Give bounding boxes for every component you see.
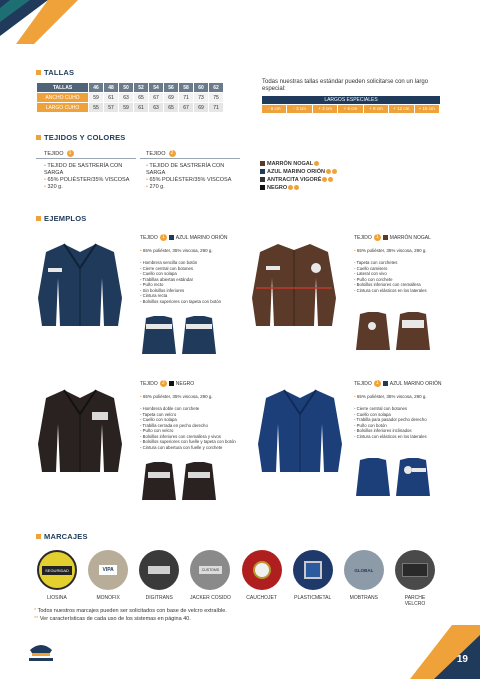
size-header-cell: 56 [164, 83, 179, 93]
feature-item: - Cintura con abertura con fuelle y corchete [140, 444, 223, 450]
fabric-1-description: • TEJIDO DE SASTRERÍA CON SARGA • 65% POLIÉSTER/35% VISCOSA • 320 g. [44, 163, 130, 190]
feature-item: - Trabillas abiertas estándar [140, 276, 194, 282]
color-swatch [260, 185, 265, 190]
size-header-cell: 52 [134, 83, 149, 93]
long-special-note: Todas nuestras tallas estándar pueden solicitarse con un largo especial: [262, 79, 429, 92]
feature-item: - Cuello camisero [354, 265, 388, 271]
feature-item: - Hombrera sencilla con botón [140, 260, 198, 265]
feature-item: - Trabilla cerrada en pecho derecho [140, 422, 208, 428]
card-2-features [354, 260, 454, 293]
top-left-corner-decoration [0, 0, 80, 60]
bottom-right-corner-decoration [400, 625, 480, 679]
long-special-value: - 6 cm [262, 105, 287, 113]
card-2-back-views [352, 310, 436, 356]
long-special-value: + 15 cm [415, 105, 440, 113]
long-special-value: + 3 cm [313, 105, 338, 113]
tejidos-section-title: TEJIDOS Y COLORES [36, 133, 125, 142]
jacket-2-image [248, 238, 340, 330]
size-header-cell: 54 [149, 83, 164, 93]
mark-parche-velcro: PARCHE VELCRO [394, 550, 436, 607]
color-item [260, 168, 337, 176]
card-4-features [354, 406, 454, 439]
size-header-cell: 48 [104, 83, 119, 93]
mark-cauchojet: CAUCHOJET [241, 550, 283, 607]
card-3-composition: • 65% poliéster, 35% viscosa, 290 g. [140, 394, 213, 399]
long-special-value: + 12 cm [389, 105, 414, 113]
feature-item: - Hombrera doble con corchete [140, 406, 200, 411]
color-swatch [260, 177, 265, 182]
feature-item: - Puño recto [140, 282, 164, 287]
long-special-values [262, 105, 440, 113]
color-swatch [260, 161, 265, 166]
color-item [260, 176, 337, 184]
ancho-row-cell: 59 [89, 93, 104, 103]
ancho-row-cell: 67 [149, 93, 164, 103]
long-special-value: + 6 cm [338, 105, 363, 113]
largo-row-cell: 55 [89, 103, 104, 113]
feature-item: - Cierre central con botones [354, 406, 408, 411]
size-header-label: TALLAS [37, 83, 89, 93]
feature-item: - Cuello con solapa [140, 417, 177, 422]
card-2-header: TEJIDO 1 MARRÓN NOGAL [354, 234, 431, 241]
color-name: MARRÓN NOGAL [267, 161, 314, 167]
size-header-cell: 50 [119, 83, 134, 93]
ancho-row-cell: 63 [119, 93, 134, 103]
tallas-section-title: TALLAS [36, 68, 74, 77]
card-1-composition: • 65% poliéster, 35% viscosa, 290 g. [140, 248, 213, 253]
feature-item: - Lateral con vivo [354, 271, 387, 276]
ancho-row-cell: 71 [179, 93, 194, 103]
ejemplos-section-title: EJEMPLOS [36, 214, 86, 223]
largo-row-cell: 61 [134, 103, 149, 113]
card-1-back-views [138, 314, 222, 360]
feature-item: - Cuello con solapa [354, 411, 391, 417]
fabric-badge [326, 169, 331, 174]
ancho-row-label: ANCHO CUHO [37, 93, 89, 103]
feature-item: - Bolsillos superiores con fuelle y tapeta con botón [140, 439, 236, 444]
mark-digitrans: DIGITRANS [138, 550, 180, 607]
size-header-cell: 58 [179, 83, 194, 93]
color-swatch [260, 169, 265, 174]
feature-item: - Cierre central con botones [140, 265, 194, 271]
feature-item: - Cintura con elásticos en los laterales [354, 287, 427, 293]
color-item [260, 160, 337, 168]
largo-row-cell: 69 [194, 103, 209, 113]
jacket-1-image [34, 238, 126, 330]
size-header-cell: 62 [209, 83, 224, 93]
footnote-2: ** Ver características de cada uso de los sistemas en página 40. [34, 616, 191, 622]
card-4-back-views [352, 456, 436, 502]
mark-plasticmetal: PLASTICMETAL [292, 550, 334, 607]
card-4-composition: • 65% poliéster, 35% viscosa, 290 g. [354, 394, 427, 399]
size-header-cell: 46 [89, 83, 104, 93]
card-1-header: TEJIDO 1 AZUL MARINO ORIÓN [140, 234, 228, 241]
card-2-composition: • 65% poliéster, 35% viscosa, 290 g. [354, 248, 427, 253]
long-special-value: + 9 cm [364, 105, 389, 113]
size-table [36, 82, 224, 113]
color-item [260, 184, 337, 192]
largo-row-cell: 59 [119, 103, 134, 113]
mark-monofix: VIPA MONOFIX [87, 550, 129, 607]
color-name: AZUL MARINO ORIÓN [267, 169, 325, 175]
largo-row-label: LARGO CUHO [37, 103, 89, 113]
largo-row-cell: 57 [104, 103, 119, 113]
fabric-2-description: • TEJIDO DE SASTRERÍA CON SARGA • 65% POLIÉSTER/35% VISCOSA • 270 g. [146, 163, 232, 190]
long-special-value: - 3 cm [287, 105, 312, 113]
feature-item: - Tapeta con velcro [140, 411, 177, 417]
card-3-back-views [138, 460, 222, 506]
jacket-4-image [254, 384, 346, 476]
ancho-row-cell: 65 [134, 93, 149, 103]
fabric-badge [322, 177, 327, 182]
card-3-features [140, 406, 250, 450]
largo-row-cell: 65 [164, 103, 179, 113]
feature-item: - Cintura con elásticos en los laterales [354, 433, 427, 439]
size-header-cell: 60 [194, 83, 209, 93]
mark-liosina: SEGURIDAD LIOSINA [36, 550, 78, 607]
color-name: NEGRO [267, 185, 288, 191]
fabric-badge [294, 185, 299, 190]
ancho-row-cell: 69 [164, 93, 179, 103]
color-name: ANTRACITA VIGORÉ [267, 177, 322, 183]
ancho-row-cell: 75 [209, 93, 224, 103]
fabric-2-header: TEJIDO 2 [146, 150, 176, 157]
fabric-badge [314, 161, 319, 166]
long-special-header: LARGOS ESPECIALES [262, 96, 440, 104]
fabric-badge [288, 185, 293, 190]
mark-jacker-cosido: CUSTOMS JACKER COSIDO [189, 550, 231, 607]
footnote-1: * Todos nuestros marcajes pueden ser solicitados con base de velcro extraíble. [34, 608, 227, 614]
mark-mobtrans: GLOBAL MOBTRANS [343, 550, 385, 607]
feature-item: - Bolsillos inferiores con cremallera y vivos [140, 433, 221, 439]
color-list [260, 160, 337, 192]
feature-item: - Trabilla para pasador pecho derecho [354, 417, 427, 422]
largo-row-cell: 63 [149, 103, 164, 113]
fabric-badge [328, 177, 333, 182]
feature-item: - Bolsillos inferiores con cremallera [354, 282, 421, 287]
feature-item: - Puño con botón [354, 422, 387, 428]
brand-logo [26, 640, 56, 662]
ancho-row-cell: 73 [194, 93, 209, 103]
jacket-3-image [34, 384, 126, 476]
feature-item: - Puño con velcro [140, 428, 174, 433]
page-number: 19 [456, 654, 468, 665]
largo-row-cell: 67 [179, 103, 194, 113]
fabric-1-header: TEJIDO 1 [44, 150, 74, 157]
ancho-row-cell: 61 [104, 93, 119, 103]
card-3-header: TEJIDO 2 NEGRO [140, 380, 195, 387]
feature-item: - Puño con corchete [354, 276, 393, 282]
marcajes-section-title: MARCAJES [36, 532, 88, 541]
fabric-badge [332, 169, 337, 174]
feature-item: - Bolsillos inferiores inclinados [354, 428, 412, 433]
largo-row-cell: 71 [209, 103, 224, 113]
feature-item: - Bolsillos superiores con tapeta con botón [140, 298, 221, 304]
feature-item: - Cuello con solapa [140, 271, 177, 276]
feature-item: - Tapeta con corchetes [354, 260, 398, 265]
feature-item: - Cintura recta [140, 293, 168, 298]
feature-item: - Sin bolsillos inferiores [140, 287, 185, 293]
marcajes-list [36, 550, 436, 607]
card-1-features [140, 260, 250, 304]
card-4-header: TEJIDO 1 AZUL MARINO ORIÓN [354, 380, 442, 387]
